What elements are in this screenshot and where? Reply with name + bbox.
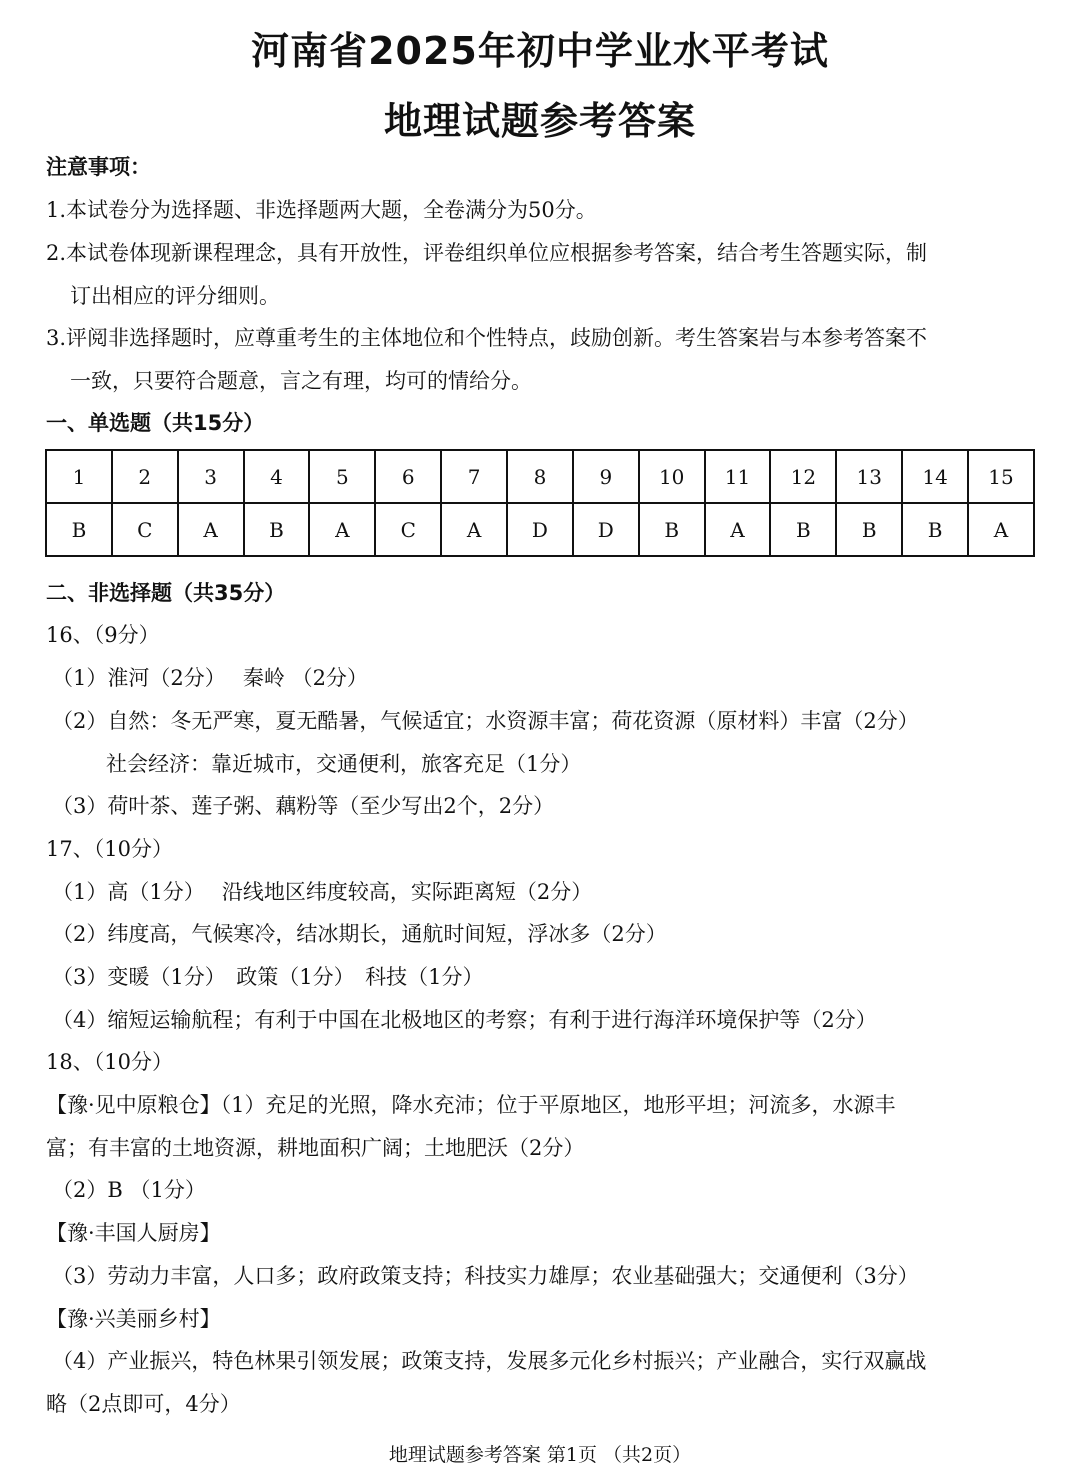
question-number: 10 [639,450,705,503]
question-number: 7 [441,450,507,503]
answer-table [45,449,1035,557]
question-number: 1 [46,450,112,503]
answer-cell: B [902,503,968,556]
q18-part-4-line-1: （4）产业振兴，特色林果引领发展；政策支持，发展多元化乡村振兴；产业融合，实行双赢战 [52,1349,927,1373]
question-number: 15 [968,450,1034,503]
q16-part-2-line-2: 社会经济：靠近城市，交通便利，旅客充足（1分） [106,752,582,776]
answer-cell: B [244,503,310,556]
answer-cell: A [309,503,375,556]
answer-cell: A [705,503,771,556]
question-number: 6 [375,450,441,503]
question-number: 2 [112,450,178,503]
section1-heading: 一、单选题（共15分） [46,411,265,435]
question-number: 12 [770,450,836,503]
answer-cell: D [573,503,639,556]
note-1: 1.本试卷分为选择题、非选择题两大题，全卷满分为50分。 [46,198,597,222]
note-2-line-1: 2.本试卷体现新课程理念，具有开放性，评卷组织单位应根据参考答案，结合考生答题实际，制 [46,241,928,265]
q17-label: 17、（10分） [46,837,173,861]
q17-part-2: （2）纬度高，气候寒冷，结冰期长，通航时间短，浮冰多（2分） [52,922,667,946]
answer-cell: B [770,503,836,556]
question-number: 14 [902,450,968,503]
answer-cell: B [639,503,705,556]
q16-part-1: （1）淮河（2分） 秦岭 （2分） [52,666,368,690]
q18-section-a-line-2: 富；有丰富的土地资源，耕地面积广阔；土地肥沃（2分） [46,1136,585,1160]
question-number: 5 [309,450,375,503]
note-3-line-2: 一致，只要符合题意，言之有理，均可的情给分。 [70,369,532,393]
note-3-line-1: 3.评阅非选择题时，应尊重考生的主体地位和个性特点，歧励创新。考生答案岩与本参考答案不 [46,326,928,350]
answer-cell: B [836,503,902,556]
note-2-line-2: 订出相应的评分细则。 [70,284,280,308]
section2-heading: 二、非选择题（共35分） [46,581,286,605]
question-number: 11 [705,450,771,503]
question-number: 13 [836,450,902,503]
q16-part-3: （3）荷叶茶、莲子粥、藕粉等（至少写出2个，2分） [52,794,555,818]
q18-part-2: （2）B （1分） [52,1178,206,1202]
question-number: 8 [507,450,573,503]
answer-cell: A [178,503,244,556]
q18-section-c-heading: 【豫·兴美丽乡村】 [46,1307,221,1331]
answer-cell: A [441,503,507,556]
q16-part-2-line-1: （2）自然：冬无严寒，夏无酷暑，气候适宜；水资源丰富；荷花资源（原材料）丰富（2分） [52,709,919,733]
question-number: 3 [178,450,244,503]
question-number: 4 [244,450,310,503]
notes-heading: 注意事项： [46,155,151,179]
q18-section-a-line-1: 【豫·见中原粮仓】（1）充足的光照，降水充沛；位于平原地区，地形平坦；河流多，水源丰 [46,1093,896,1117]
q18-part-3: （3）劳动力丰富，人口多；政府政策支持；科技实力雄厚；农业基础强大；交通便利（3分） [52,1264,919,1288]
exam-title: 河南省2025年初中学业水平考试 [251,29,829,73]
answer-title: 地理试题参考答案 [383,99,696,143]
q18-label: 18、（10分） [46,1050,173,1074]
answer-cell: C [375,503,441,556]
answer-cell: D [507,503,573,556]
answer-row [46,503,1034,556]
page-footer: 地理试题参考答案 第1页 （共2页） [388,1444,692,1466]
q17-part-4: （4）缩短运输航程；有利于中国在北极地区的考察；有利于进行海洋环境保护等（2分） [52,1008,877,1032]
q17-part-3: （3）变暖（1分） 政策（1分） 科技（1分） [52,965,484,989]
question-number-row [46,450,1034,503]
q18-part-4-line-2: 略（2点即可，4分） [46,1392,241,1416]
answer-cell: A [968,503,1034,556]
q17-part-1: （1）高（1分） 沿线地区纬度较高，实际距离短（2分） [52,880,593,904]
q16-label: 16、（9分） [46,623,160,647]
q18-section-b-heading: 【豫·丰国人厨房】 [46,1221,221,1245]
answer-cell: C [112,503,178,556]
answer-cell: B [46,503,112,556]
question-number: 9 [573,450,639,503]
